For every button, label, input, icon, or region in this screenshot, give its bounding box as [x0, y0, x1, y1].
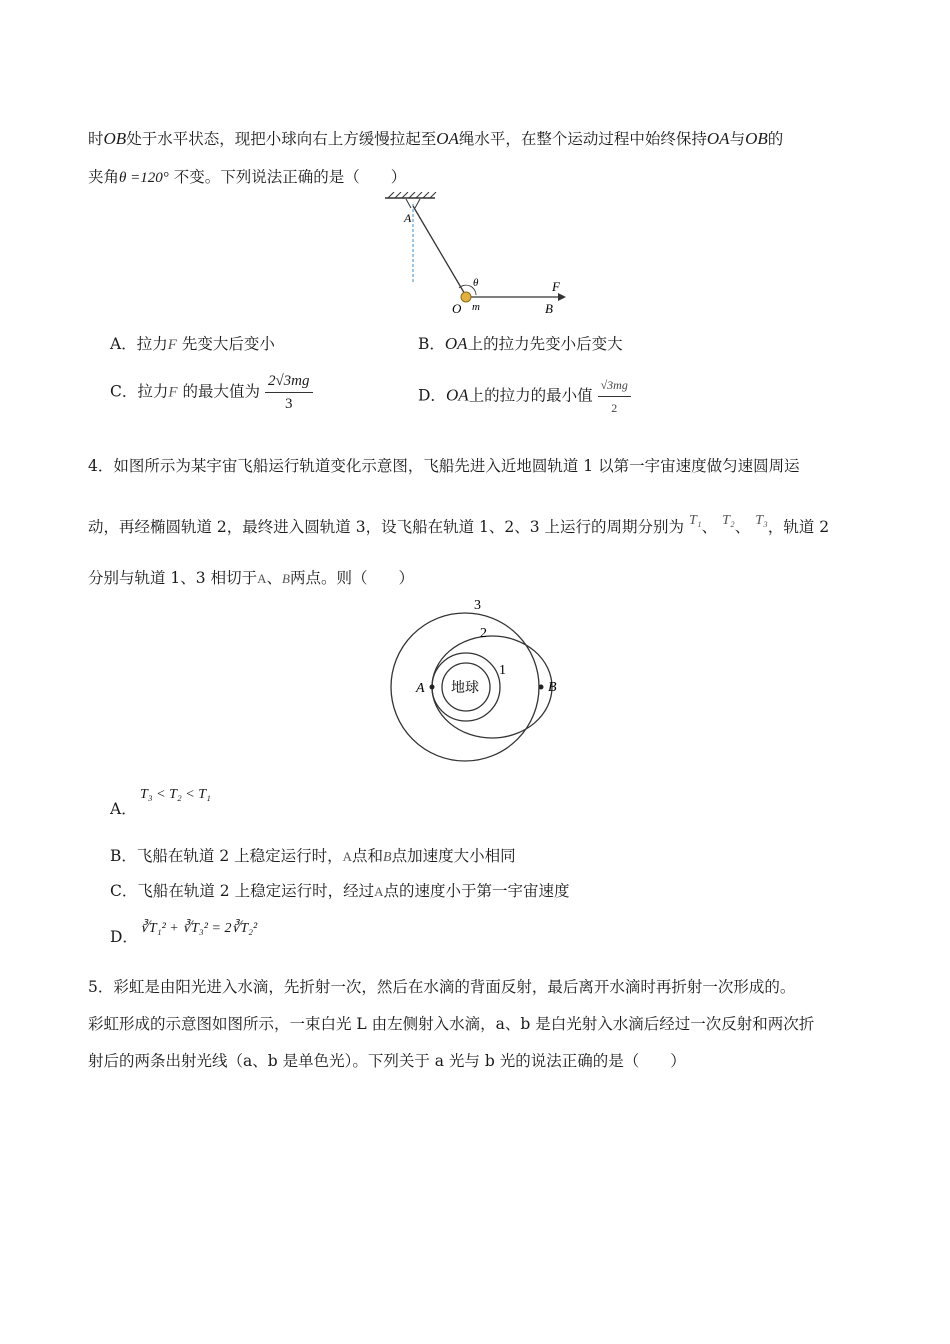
option-text: 拉力: [137, 382, 169, 401]
label-orbit-3: 3: [474, 598, 481, 613]
ball: [461, 292, 471, 302]
fraction-denominator: 2: [611, 401, 618, 415]
theta-value: θ =120°: [119, 170, 169, 186]
label-b: B: [548, 680, 557, 695]
option-letter: A．: [110, 335, 137, 353]
q4-text: 动，再经椭圆轨道 2，最终进入圆轨道 3，设飞船在轨道 1、2、3 上运行的周期分别为: [88, 518, 685, 536]
fraction-denominator: 3: [284, 396, 293, 412]
option-text: 拉力: [136, 335, 168, 353]
sym-oa: OA: [436, 129, 459, 148]
q3-option-c: [110, 370, 313, 415]
fraction-max-f: [265, 370, 313, 415]
option-letter: A．: [110, 800, 137, 818]
label-m: m: [472, 301, 480, 313]
option-text: 先变大后变小: [181, 335, 275, 353]
sym-t3: T₃: [755, 513, 768, 528]
q3-option-d: [418, 374, 631, 419]
option-text: 点和: [352, 847, 384, 865]
fraction-numerator: 2√3mg: [265, 370, 313, 393]
sym-t1: T₁: [688, 513, 702, 528]
q5-line-3: 射后的两条出射光线（a、b 是单色光）。下列关于 a 光与 b 光的说法正确的是（ ）: [88, 1052, 686, 1070]
point-a: [430, 685, 435, 690]
q3-text: 夹角: [88, 168, 120, 186]
option-letter: D．: [418, 386, 446, 405]
q5-line-2: 彩虹形成的示意图如图所示，一束白光 L 由左侧射入水滴，a、b 是白光射入水滴后经过一次反射和两次折: [88, 1015, 815, 1033]
sym-t2: T₂: [722, 513, 735, 528]
label-o: O: [452, 301, 462, 316]
sym-a: A: [374, 884, 384, 899]
label-a: A: [404, 211, 412, 225]
separator: 、: [701, 518, 718, 536]
option-text: 点的速度小于第一宇宙速度: [383, 882, 570, 900]
option-text: 上的拉力的最小值: [468, 386, 593, 405]
support-bracket: [406, 199, 411, 208]
label-f: F: [552, 279, 560, 294]
sym-ob: OB: [745, 129, 768, 148]
ceiling-hatch: [388, 192, 436, 198]
pendulum-figure: [380, 192, 580, 317]
q3-line-1: [88, 128, 783, 150]
label-a: A: [416, 681, 425, 696]
option-text: 上的拉力先变小后变大: [467, 335, 623, 353]
q4-line-2: [88, 513, 830, 540]
q4-line-1: 4．如图所示为某宇宙飞船运行轨道变化示意图，飞船先进入近地圆轨道 1 以第一宇宙速度做匀速圆周运: [88, 457, 800, 475]
q3-option-a: [110, 333, 275, 356]
sym-a: A: [257, 571, 267, 586]
rope-oa: [413, 206, 466, 296]
option-text: 的最大值为: [182, 382, 261, 401]
orbit-figure: [385, 592, 565, 767]
separator: 、: [266, 569, 282, 587]
q4-line-3: [88, 567, 414, 590]
q3-line-2: [88, 166, 406, 189]
q3-text: 处于水平状态，现把小球向右上方缓慢拉起至: [126, 130, 437, 148]
fraction-numerator: √3mg: [598, 374, 631, 397]
option-text: 飞船在轨道 2 上稳定运行时，经过: [137, 882, 375, 900]
q4-option-d-expr: ∛T₁² + ∛T₃² = 2∛T₂²: [140, 921, 258, 936]
sym-b: B: [383, 850, 392, 865]
sym-oa: OA: [706, 129, 730, 148]
option-letter: B．: [418, 335, 445, 353]
sym-oa: OA: [444, 334, 468, 353]
fraction-min-oa: [598, 374, 631, 419]
q4-option-a: [110, 798, 137, 820]
q3-text: 的: [767, 130, 784, 148]
q3-text: 时: [88, 130, 104, 148]
q4-option-d: [110, 926, 138, 948]
sym-f: F: [168, 384, 178, 401]
option-letter: B．: [110, 847, 137, 865]
sym-b: B: [281, 571, 290, 586]
sym-a: A: [342, 849, 352, 864]
option-letter: C．: [110, 382, 138, 401]
q3-option-b: [418, 333, 623, 355]
q3-text: 不变。下列说法正确的是（ ）: [173, 168, 407, 186]
label-b: B: [545, 301, 553, 316]
point-b: [539, 685, 544, 690]
label-earth: 地球: [451, 680, 479, 696]
option-text: 飞船在轨道 2 上稳定运行时，: [136, 847, 343, 865]
q4-option-c: [110, 880, 570, 903]
separator: 、: [734, 518, 751, 536]
label-theta: θ: [473, 277, 479, 289]
sym-f: F: [167, 337, 177, 353]
sym-ob: OB: [103, 129, 127, 148]
sym-oa: OA: [445, 385, 469, 405]
label-orbit-1: 1: [499, 663, 506, 678]
q4-text: 两点。则（ ）: [289, 569, 414, 587]
support-bracket: [415, 199, 420, 208]
q3-text: 绳水平，在整个运动过程中始终保持: [458, 130, 707, 148]
label-orbit-2: 2: [480, 626, 487, 641]
q3-text: 与: [729, 130, 746, 148]
q4-option-b: [110, 845, 516, 869]
q4-text: ，轨道 2: [767, 518, 830, 536]
orbit-2: [432, 636, 552, 738]
option-text: 点加速度大小相同: [391, 847, 516, 865]
force-arrowhead: [558, 293, 566, 301]
q4-text: 分别与轨道 1、3 相切于: [88, 569, 258, 587]
q5-line-1: 5．彩虹是由阳光进入水滴，先折射一次，然后在水滴的背面反射，最后离开水滴时再折射一次形成的。: [88, 978, 796, 996]
q4-option-a-expr: T₃ < T₂ < T₁: [140, 787, 211, 802]
option-letter: C．: [110, 882, 138, 900]
option-letter: D．: [110, 928, 138, 946]
